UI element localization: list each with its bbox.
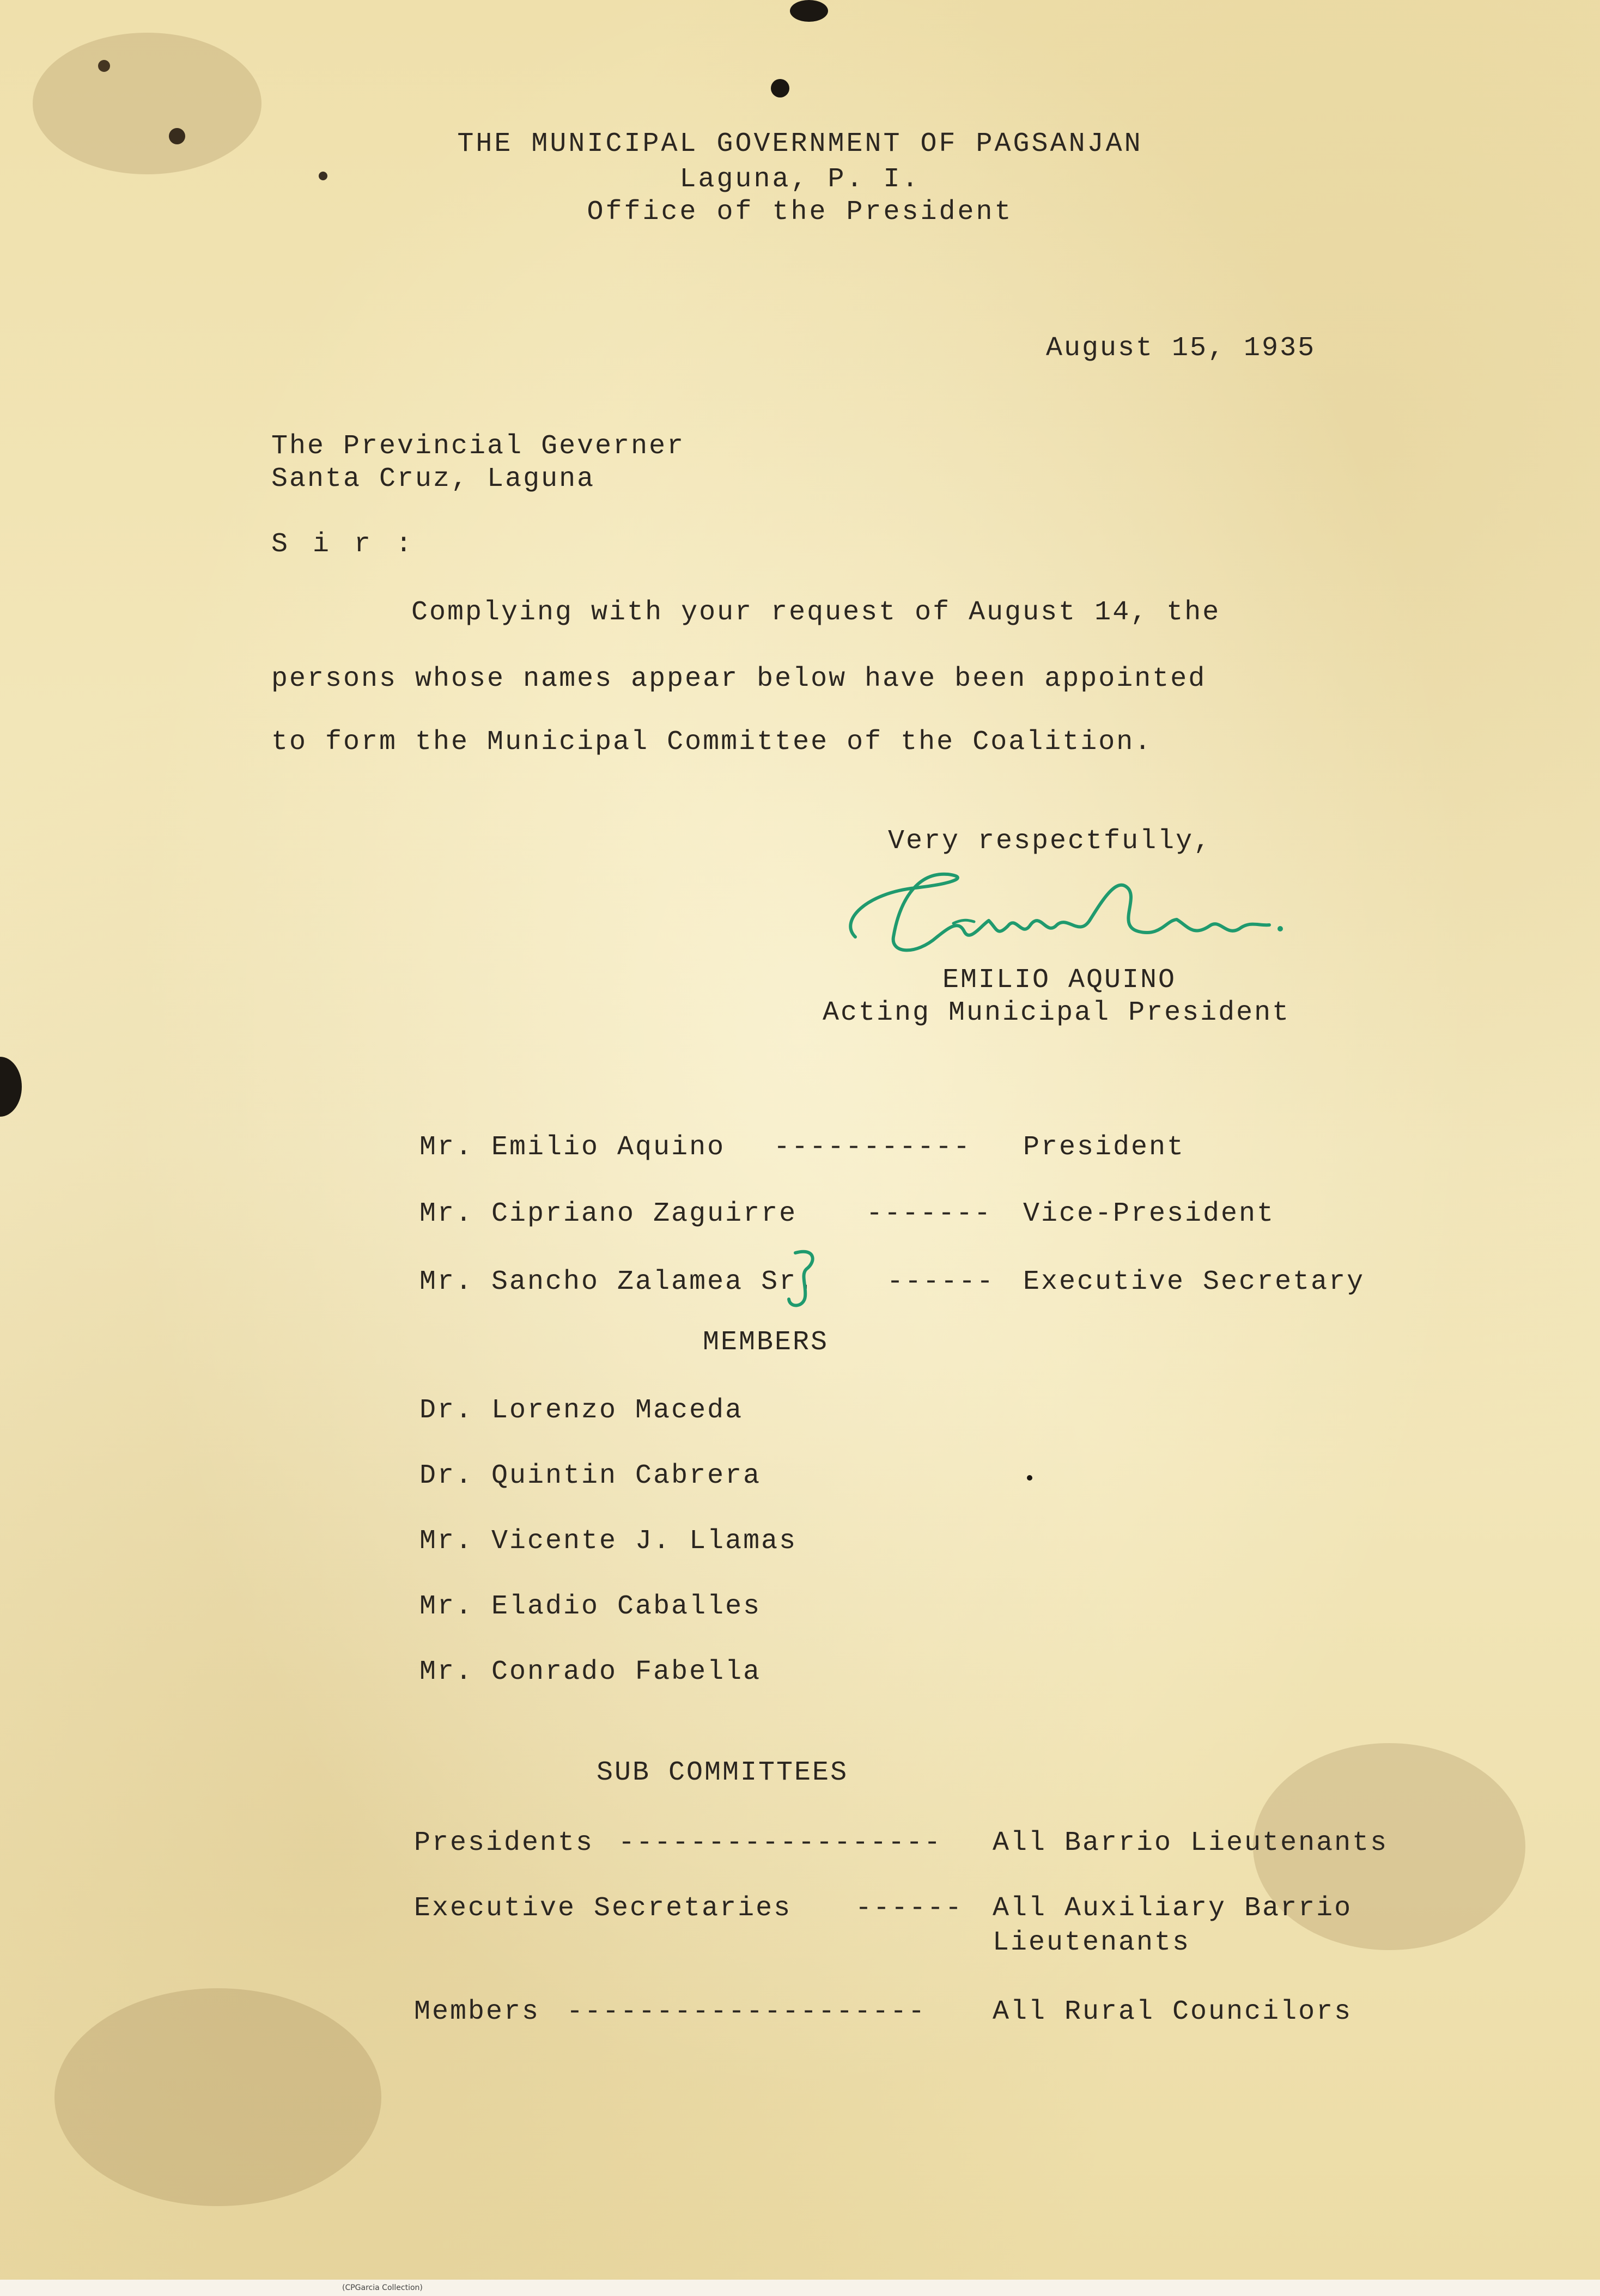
member-item: Dr. Lorenzo Maceda xyxy=(419,1395,744,1426)
salutation: S i r : xyxy=(271,529,417,560)
officer-dashes: ----------- xyxy=(774,1132,972,1163)
subcommittee-assignee: All Rural Councilors xyxy=(993,1996,1353,2027)
officer-dashes: ------- xyxy=(866,1198,993,1229)
officer-row xyxy=(0,1198,1600,1231)
subcommittee-row xyxy=(0,1996,1600,2029)
subcommittee-dashes: ------ xyxy=(855,1893,964,1924)
member-item: Dr. Quintin Cabrera xyxy=(419,1460,762,1491)
subcommittee-assignee-continued: Lieutenants xyxy=(993,1927,1191,1958)
letterhead-line-2: Laguna, P. I. xyxy=(679,164,921,195)
subcommittee-dashes: ------------------ xyxy=(618,1828,942,1859)
ink-spot xyxy=(771,79,789,98)
member-item: Mr. Conrado Fabella xyxy=(419,1656,762,1688)
officer-name: Mr. Sancho Zalamea Sr. xyxy=(419,1266,816,1298)
handwritten-signature xyxy=(834,855,1302,980)
closing: Very respectfully, xyxy=(888,826,1212,857)
officer-name: Mr. Cipriano Zaguirre xyxy=(419,1198,798,1229)
recipient-line-1: The Previncial Geverner xyxy=(271,431,685,462)
signatory-name: EMILIO AQUINO xyxy=(942,965,1177,996)
body-line-1: Complying with your request of August 14, the xyxy=(411,597,1221,628)
subcommittee-assignee: All Auxiliary Barrio xyxy=(993,1893,1353,1924)
subcommittee-dashes: -------------------- xyxy=(567,1996,927,2027)
letter-date: August 15, 1935 xyxy=(1046,333,1316,364)
subcommittee-assignee: All Barrio Lieutenants xyxy=(993,1828,1389,1859)
subcommittee-row xyxy=(0,1828,1600,1860)
body-line-3: to form the Municipal Committee of the Coalition. xyxy=(271,727,1153,758)
ink-spot xyxy=(790,0,828,22)
officer-role: Vice-President xyxy=(1023,1198,1275,1229)
ink-spot xyxy=(0,1057,22,1117)
subcommittee-position: Executive Secretaries xyxy=(414,1893,792,1924)
officer-row xyxy=(0,1132,1600,1165)
footer-caption-text: (CPGarcia Collection) xyxy=(342,2283,423,2292)
signatory-title: Acting Municipal President xyxy=(823,997,1291,1028)
handwritten-initial-mark xyxy=(784,1247,823,1313)
officer-dashes: ------ xyxy=(887,1266,995,1298)
subcommittee-position: Members xyxy=(414,1996,540,2027)
officer-role: President xyxy=(1023,1132,1185,1163)
ink-spot xyxy=(1027,1475,1032,1481)
member-item: Mr. Vicente J. Llamas xyxy=(419,1526,798,1557)
scan-footer-caption xyxy=(0,2280,1600,2296)
members-heading: MEMBERS xyxy=(703,1327,829,1358)
subcommittee-row xyxy=(0,1893,1600,1926)
recipient-line-2: Santa Cruz, Laguna xyxy=(271,464,595,495)
body-line-2: persons whose names appear below have been appointed xyxy=(271,663,1207,695)
subcommittees-heading: SUB COMMITTEES xyxy=(597,1757,849,1788)
officer-role: Executive Secretary xyxy=(1023,1266,1365,1298)
member-item: Mr. Eladio Caballes xyxy=(419,1591,762,1622)
letterhead-line-1: THE MUNICIPAL GOVERNMENT OF PAGSANJAN xyxy=(457,129,1143,160)
subcommittee-position: Presidents xyxy=(414,1828,594,1859)
officer-name: Mr. Emilio Aquino xyxy=(419,1132,726,1163)
letterhead-line-3: Office of the President xyxy=(587,197,1013,228)
